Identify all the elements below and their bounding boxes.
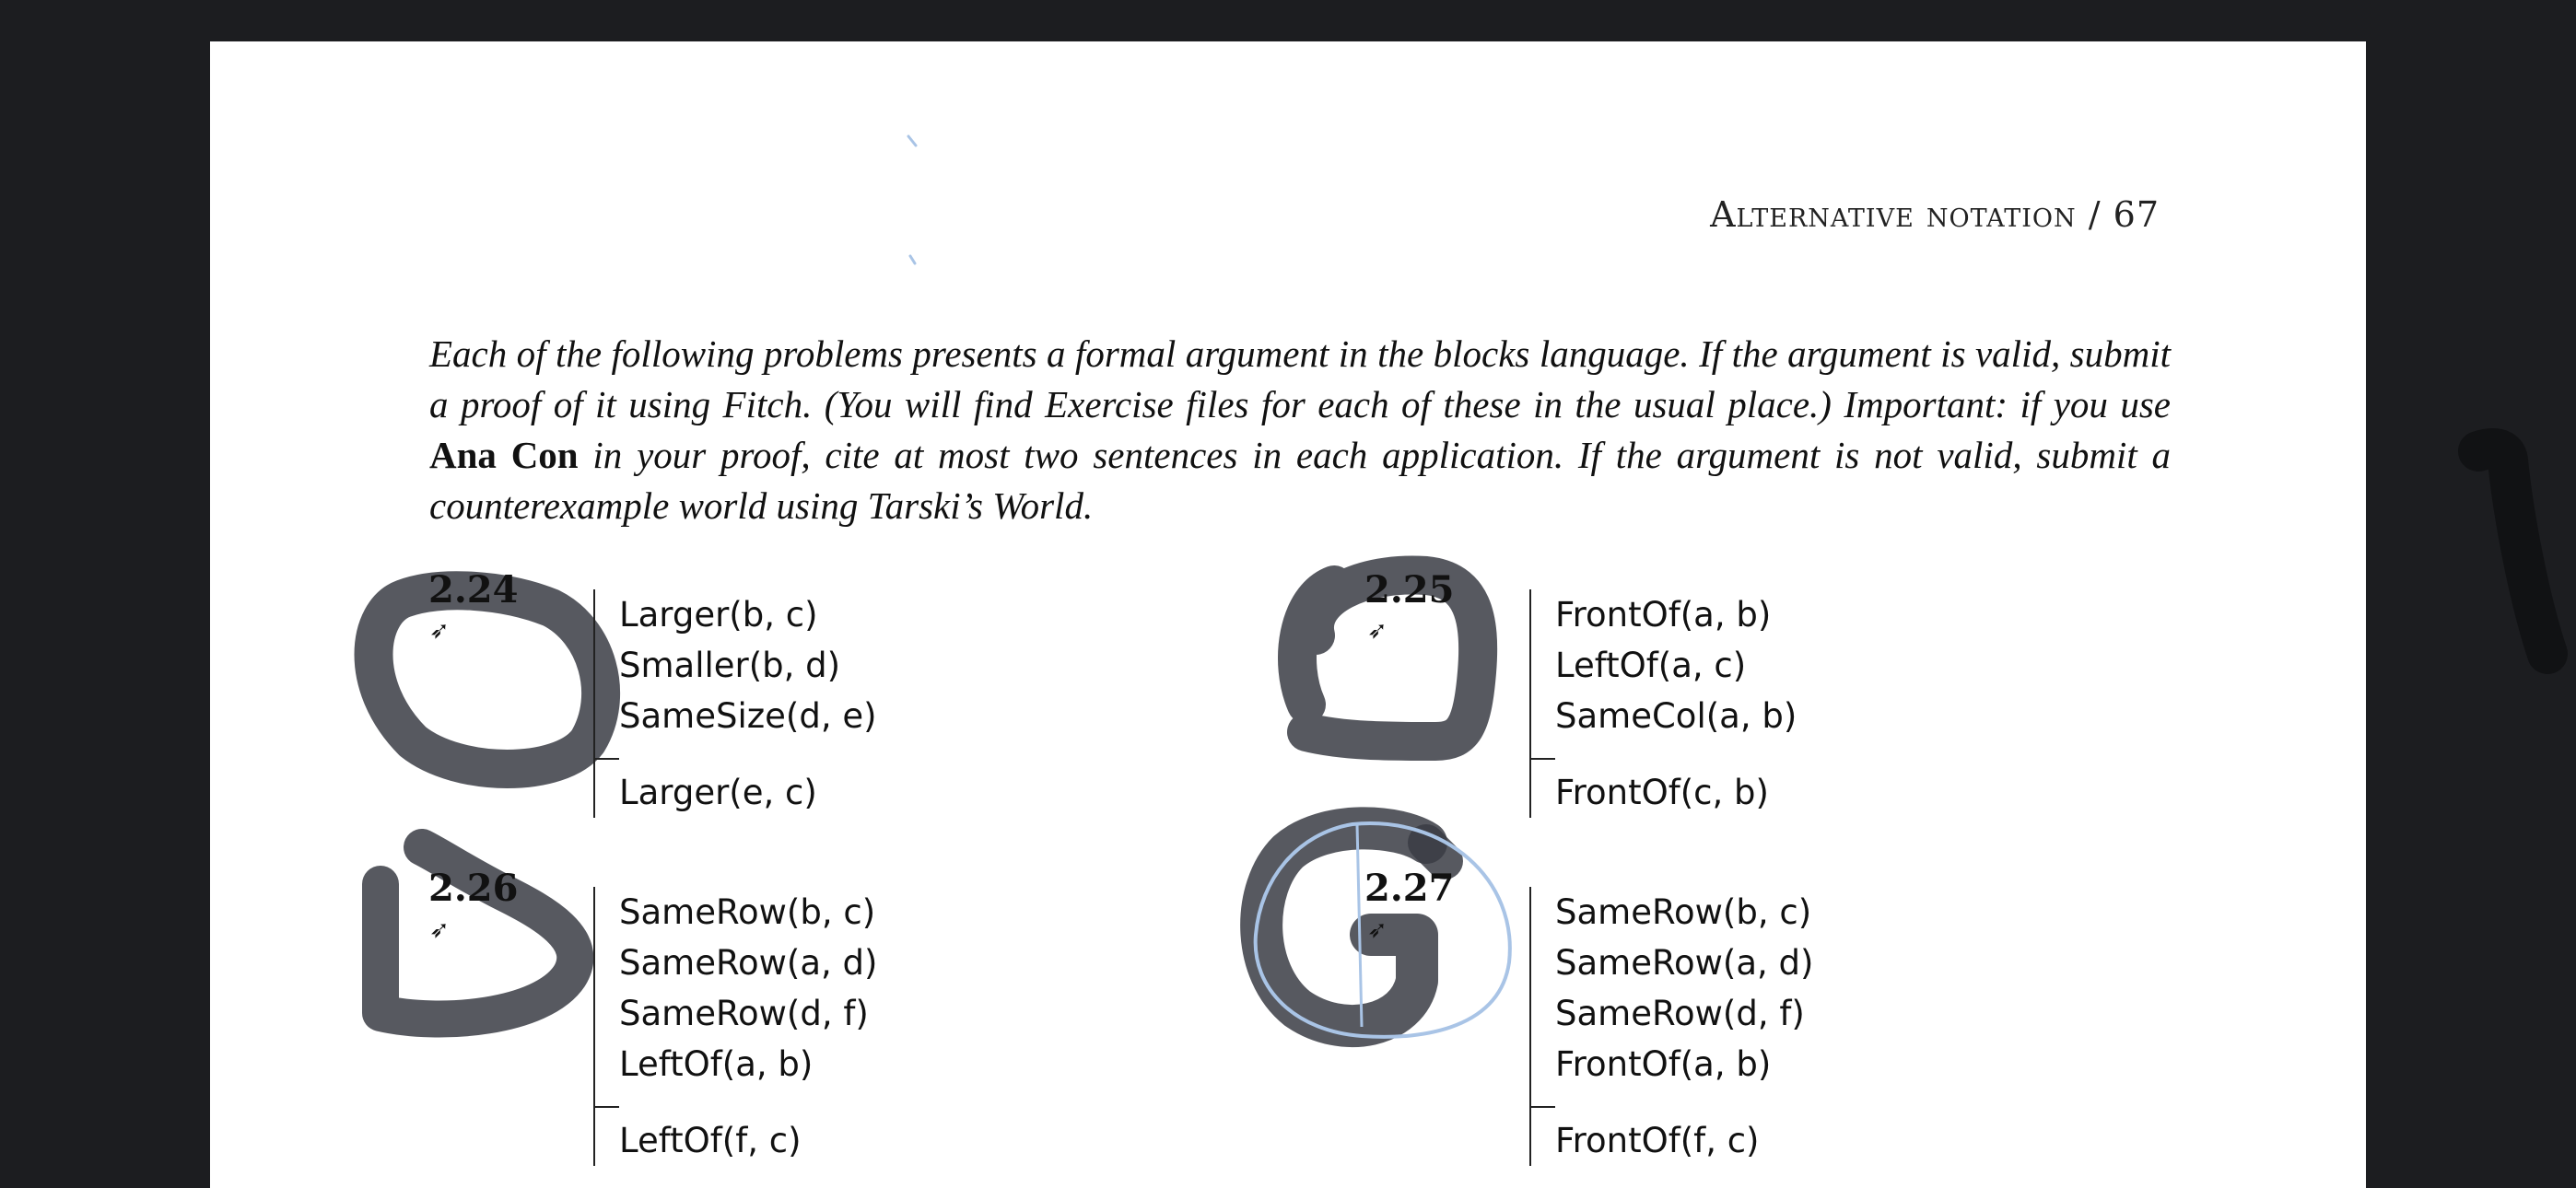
- document-page: [210, 41, 2366, 1188]
- fitch-bar: [595, 758, 619, 760]
- conclusion: FrontOf(c, b): [1555, 773, 1769, 812]
- premise: LeftOf(a, c): [1555, 646, 1747, 685]
- rocket-icon[interactable]: ➶: [429, 916, 450, 944]
- stray-pen-tick: [901, 92, 938, 276]
- rule-name: Ana Con: [429, 434, 579, 476]
- fitch-bar: [1531, 758, 1555, 760]
- fitch-argument: [593, 887, 877, 1166]
- fitch-argument: [1529, 589, 1797, 818]
- fitch-argument: [1529, 887, 1813, 1166]
- fitch-bar: [595, 1106, 619, 1108]
- problem-number: 2.25: [1364, 568, 1455, 611]
- premise: SameRow(d, f): [619, 994, 869, 1033]
- problem-number: 2.26: [428, 867, 519, 910]
- intro-text-part1: Each of the following problems presents a formal argument in the blocks language. If the argument is valid, submit a proof of it using Fitch. (You will find Exercise files for each of these in the usual place.) Important: if you use: [429, 332, 2171, 425]
- premise: SameRow(a, d): [619, 943, 878, 983]
- running-head-section: Alternative notation: [1710, 194, 2077, 235]
- running-head: [1710, 194, 2160, 235]
- premise: SameRow(b, c): [619, 892, 876, 932]
- fitch-argument: [593, 589, 877, 818]
- conclusion: FrontOf(f, c): [1555, 1121, 1760, 1160]
- rocket-icon[interactable]: ➶: [429, 617, 450, 645]
- premise: LeftOf(a, b): [619, 1044, 814, 1084]
- running-head-separator: /: [2088, 194, 2102, 235]
- premise: FrontOf(a, b): [1555, 1044, 1772, 1084]
- premise: FrontOf(a, b): [1555, 595, 1772, 635]
- premise: Larger(b, c): [619, 595, 818, 635]
- fitch-bar: [1531, 1106, 1555, 1108]
- page-number: 67: [2113, 194, 2160, 235]
- conclusion: Larger(e, c): [619, 773, 817, 812]
- problem-number: 2.27: [1364, 867, 1455, 910]
- intro-paragraph: [429, 329, 2171, 531]
- premise: SameSize(d, e): [619, 696, 877, 736]
- premise: SameRow(d, f): [1555, 994, 1805, 1033]
- rocket-icon[interactable]: ➶: [1367, 916, 1388, 944]
- premise: Smaller(b, d): [619, 646, 841, 685]
- premise: SameRow(a, d): [1555, 943, 1814, 983]
- conclusion: LeftOf(f, c): [619, 1121, 802, 1160]
- premise: SameRow(b, c): [1555, 892, 1812, 932]
- problem-number: 2.24: [428, 568, 519, 611]
- premise: SameCol(a, b): [1555, 696, 1797, 736]
- intro-text-part2: in your proof, cite at most two sentences in each application. If the argument is not valid, submit a counterexample world using Tarski’s World.: [429, 434, 2172, 527]
- margin-ink-stroke: [2441, 424, 2570, 691]
- rocket-icon[interactable]: ➶: [1367, 617, 1388, 645]
- handwritten-g-mark: [1214, 797, 1564, 1054]
